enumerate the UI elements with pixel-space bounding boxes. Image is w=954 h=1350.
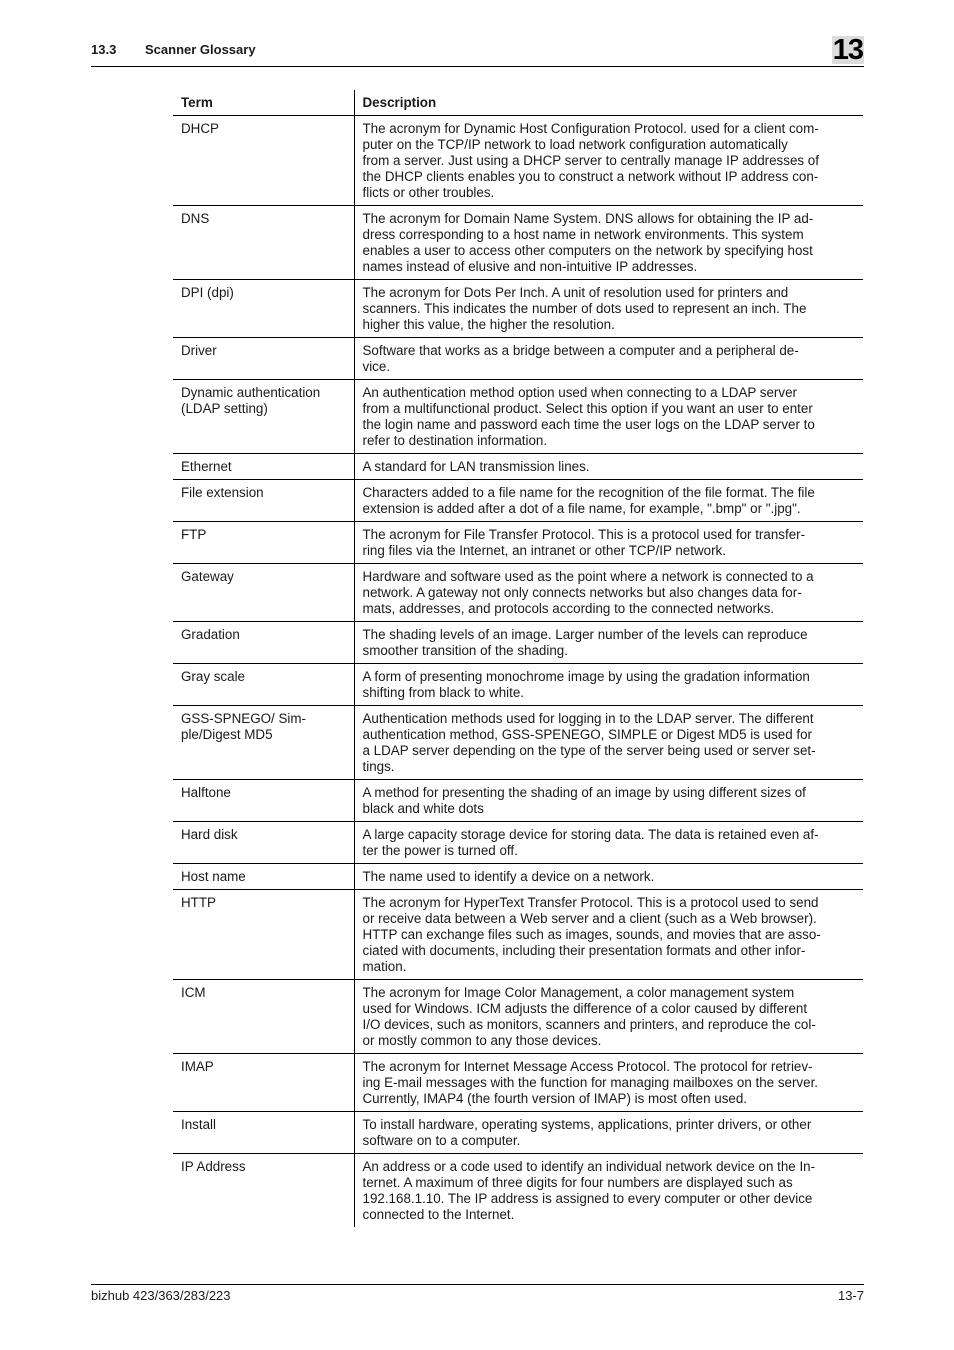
table-row — [173, 664, 863, 706]
table-row — [173, 522, 863, 564]
description-cell: A form of presenting monochrome image by using the gradation information shifting from black to white. — [354, 664, 863, 706]
description-cell: The name used to identify a device on a network. — [354, 864, 863, 890]
column-header-description: Description — [354, 90, 863, 116]
term-cell: File extension — [173, 480, 354, 522]
table-row — [173, 280, 863, 338]
table-row — [173, 380, 863, 454]
section-title: Scanner Glossary — [145, 42, 256, 57]
table-row — [173, 454, 863, 480]
term-cell: DHCP — [173, 116, 354, 206]
table-row — [173, 864, 863, 890]
term-cell: Driver — [173, 338, 354, 380]
table-header-row — [173, 90, 863, 116]
description-cell: A large capacity storage device for storing data. The data is retained even af- ter the power is turned off. — [354, 822, 863, 864]
table-row — [173, 564, 863, 622]
description-cell: The acronym for Dynamic Host Configuration Protocol. used for a client com- puter on the TCP/IP network to load network configuration automatically from a server. Just using a DHCP server to centrally manage IP addresses of the DHCP clients enables you to construct a network without IP address con- flicts or other troubles. — [354, 116, 863, 206]
description-cell: Hardware and software used as the point where a network is connected to a network. A gateway not only connects networks but also changes data for- mats, addresses, and protocols according to the connected networks. — [354, 564, 863, 622]
description-cell: The acronym for Dots Per Inch. A unit of resolution used for printers and scanners. This indicates the number of dots used to represent an inch. The higher this value, the higher the resolution. — [354, 280, 863, 338]
term-cell: IMAP — [173, 1054, 354, 1112]
term-cell: Install — [173, 1112, 354, 1154]
term-cell: ICM — [173, 980, 354, 1054]
model-name: bizhub 423/363/283/223 — [91, 1288, 231, 1303]
term-cell: FTP — [173, 522, 354, 564]
term-cell: Ethernet — [173, 454, 354, 480]
table-row — [173, 1112, 863, 1154]
term-cell: DPI (dpi) — [173, 280, 354, 338]
description-cell: Software that works as a bridge between a computer and a peripheral de- vice. — [354, 338, 863, 380]
section-number: 13.3 — [91, 42, 117, 57]
description-cell: Characters added to a file name for the recognition of the file format. The file extension is added after a dot of a file name, for example, ".bmp" or ".jpg". — [354, 480, 863, 522]
page-number: 13-7 — [837, 1288, 864, 1303]
term-cell: Gradation — [173, 622, 354, 664]
page-header — [91, 34, 864, 67]
table-row — [173, 1154, 863, 1228]
description-cell: The shading levels of an image. Larger number of the levels can reproduce smoother transition of the shading. — [354, 622, 863, 664]
table-row — [173, 338, 863, 380]
table-row — [173, 780, 863, 822]
description-cell: The acronym for Image Color Management, a color management system used for Windows. ICM adjusts the difference of a color caused by different I/O devices, such as monitors, scanners and printers, and reproduce the col- or mostly common to any those devices. — [354, 980, 863, 1054]
term-cell: Gateway — [173, 564, 354, 622]
glossary-table — [173, 90, 863, 1227]
table-row — [173, 706, 863, 780]
page-footer — [91, 1284, 864, 1303]
table-row — [173, 890, 863, 980]
table-row — [173, 1054, 863, 1112]
description-cell: The acronym for Internet Message Access Protocol. The protocol for retriev- ing E-mail messages with the function for managing mailboxes on the server. Currently, IMAP4 (the fourth version of IMAP) is most often used. — [354, 1054, 863, 1112]
description-cell: The acronym for HyperText Transfer Protocol. This is a protocol used to send or receive data between a Web server and a client (such as a Web browser). HTTP can exchange files such as images, sounds, and movies that are asso- ciated with documents, including their presentation formats and other infor- mation. — [354, 890, 863, 980]
description-cell: An authentication method option used when connecting to a LDAP server from a multifunctional product. Select this option if you want an user to enter the login name and password each time the user logs on the LDAP server to refer to destination information. — [354, 380, 863, 454]
term-cell: Halftone — [173, 780, 354, 822]
table-row — [173, 822, 863, 864]
description-cell: To install hardware, operating systems, applications, printer drivers, or other software on to a computer. — [354, 1112, 863, 1154]
description-cell: An address or a code used to identify an individual network device on the In- ternet. A maximum of three digits for four numbers are displayed such as 192.168.1.10. The IP address is assigned to every computer or other device connected to the Internet. — [362, 1159, 816, 1222]
description-cell: A method for presenting the shading of an image by using different sizes of black and white dots — [354, 780, 863, 822]
table-row — [173, 206, 863, 280]
term-cell: DNS — [173, 206, 354, 280]
table-row — [173, 622, 863, 664]
term-cell: Gray scale — [173, 664, 354, 706]
column-header-term: Term — [173, 90, 354, 116]
glossary-body — [173, 116, 863, 1228]
term-cell: IP Address — [173, 1154, 354, 1228]
description-cell: Authentication methods used for logging in to the LDAP server. The different authentication method, GSS-SPENEGO, SIMPLE or Digest MD5 is used for a LDAP server depending on the type of the server being used or server set- tings. — [354, 706, 863, 780]
description-cell: The acronym for File Transfer Protocol. This is a protocol used for transfer- ring files via the Internet, an intranet or other TCP/IP network. — [354, 522, 863, 564]
term-cell: Host name — [173, 864, 354, 890]
term-cell: HTTP — [173, 890, 354, 980]
term-cell: Dynamic authentication (LDAP setting) — [173, 380, 354, 454]
table-row — [173, 480, 863, 522]
term-cell: GSS-SPNEGO/ Sim- ple/Digest MD5 — [173, 706, 354, 780]
description-cell: The acronym for Domain Name System. DNS allows for obtaining the IP ad- dress corresponding to a host name in network environments. This system enables a user to access other computers on the network by specifying host names instead of elusive and non-intuitive IP addresses. — [354, 206, 863, 280]
chapter-badge: 13 — [832, 34, 863, 66]
description-cell: A standard for LAN transmission lines. — [354, 454, 863, 480]
term-cell: Hard disk — [173, 822, 354, 864]
table-row — [173, 980, 863, 1054]
table-row — [173, 116, 863, 206]
